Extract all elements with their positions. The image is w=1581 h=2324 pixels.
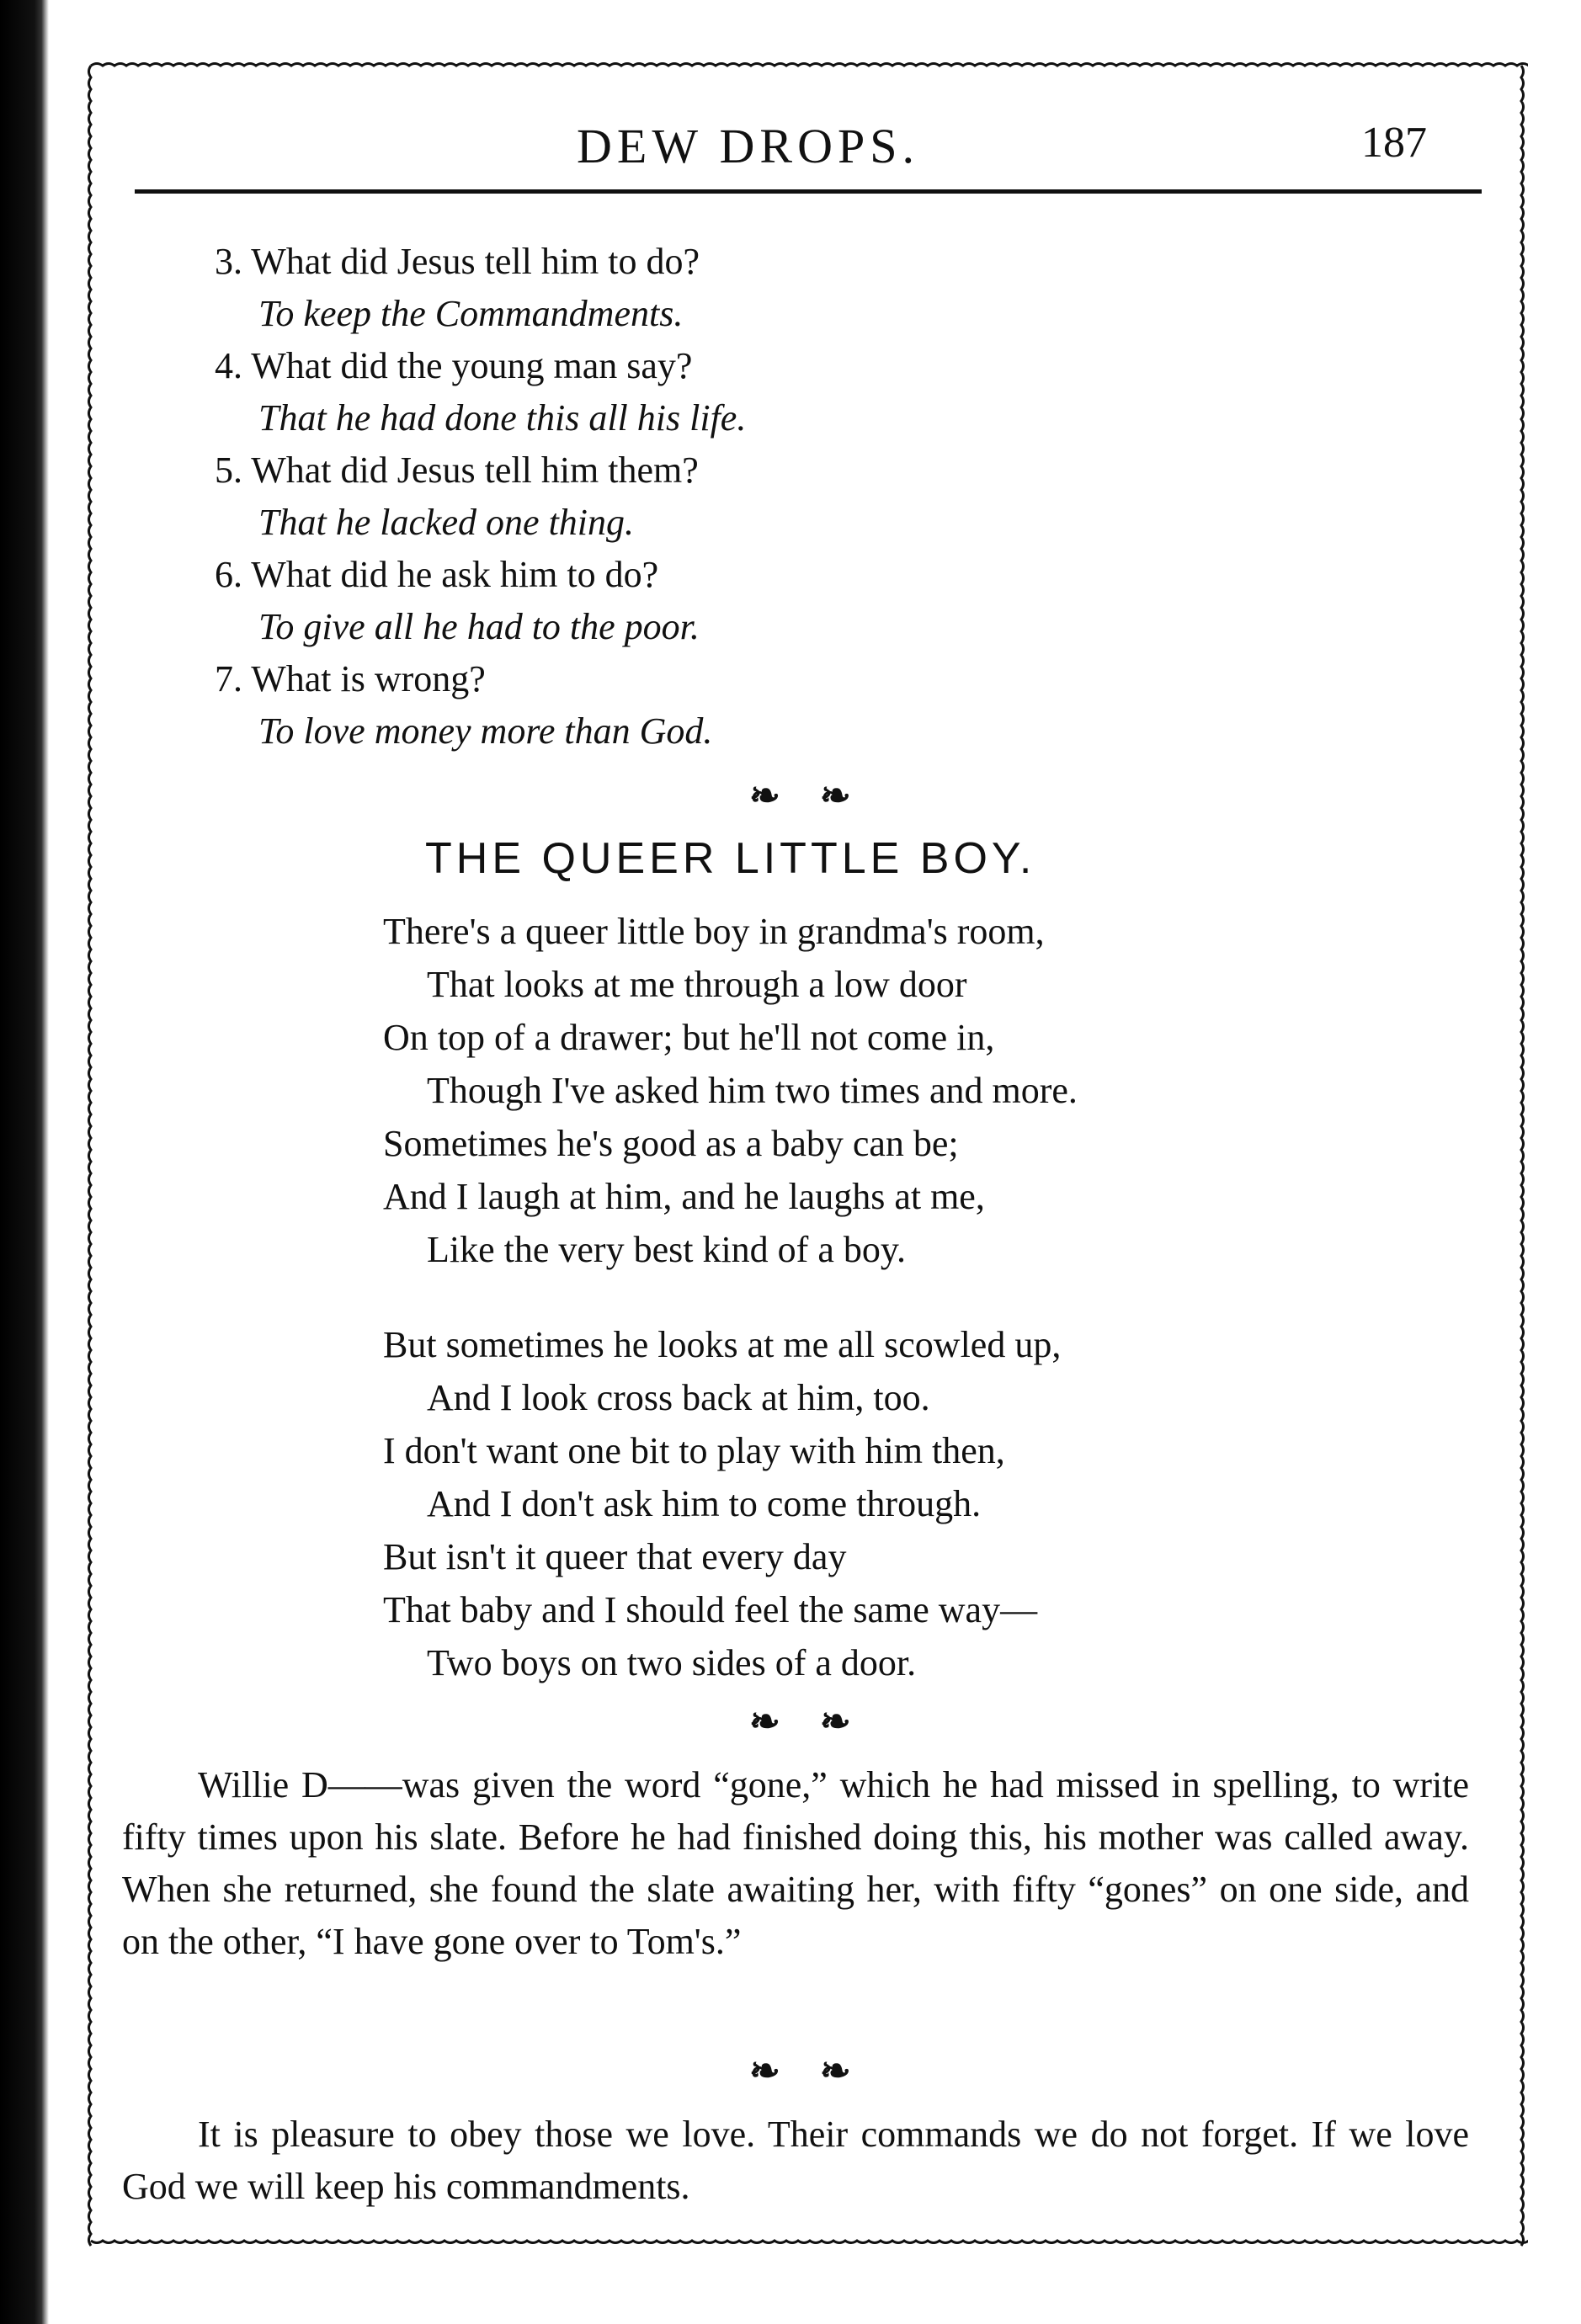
poem-title: THE QUEER LITTLE BOY. [425, 834, 1036, 883]
poem-line: That looks at me through a low door [427, 964, 967, 1005]
poem-line: But sometimes he looks at me all scowled up, [383, 1324, 1062, 1365]
answer: That he lacked one thing. [258, 502, 635, 543]
section-ornament: ❧ ❧ [749, 775, 866, 816]
question: 6. What did he ask him to do? [215, 554, 659, 595]
question: 7. What is wrong? [215, 658, 486, 699]
catechism-item [215, 444, 1309, 549]
poem-line: There's a queer little boy in grandma's room, [383, 911, 1045, 952]
page-binding-edge [0, 0, 49, 2324]
running-head [122, 118, 1486, 185]
book-page [122, 101, 1486, 2222]
section-ornament: ❧ ❧ [749, 2050, 866, 2092]
catechism-list [215, 236, 1309, 758]
poem-line: And I look cross back at him, too. [427, 1377, 930, 1418]
border-wave-line [91, 64, 1528, 66]
poem-line: On top of a drawer; but he'll not come in, [383, 1017, 995, 1058]
section-ornament: ❧ ❧ [749, 1701, 866, 1742]
catechism-item [215, 549, 1309, 653]
poem-stanza [383, 905, 1393, 1276]
catechism-item [215, 340, 1309, 444]
poem-stanza [383, 1318, 1393, 1689]
poem [383, 905, 1393, 1731]
header-rule [135, 189, 1482, 194]
closing-text: It is pleasure to obey those we love. Their commands we do not forget. If we love God we will keep his commandments. [122, 2114, 1469, 2207]
anecdote-paragraph [122, 1759, 1469, 1968]
border-wave-line [1521, 66, 1524, 2246]
catechism-item [215, 653, 1309, 758]
anecdote-text: Willie D——was given the word “gone,” which he had missed in spelling, to write fifty times upon his slate. Before he had finished doing this, his mother was called away. When she returned, she found the slate awaiting her, with fifty “gones” on one side, and on the other, “I have gone over to Tom's.” [122, 1764, 1469, 1962]
answer: To love money more than God. [258, 710, 713, 752]
catechism-item [215, 236, 1309, 340]
poem-line: Though I've asked him two times and more. [427, 1070, 1078, 1111]
poem-line: Sometimes he's good as a baby can be; [383, 1123, 959, 1164]
poem-line: Like the very best kind of a boy. [427, 1229, 906, 1270]
border-wave-line [91, 2241, 1528, 2243]
poem-line: But isn't it queer that every day [383, 1536, 847, 1577]
page-number: 187 [1361, 119, 1427, 167]
poem-line: That baby and I should feel the same way— [383, 1589, 1038, 1630]
poem-line: And I laugh at him, and he laughs at me, [383, 1176, 985, 1217]
question: 3. What did Jesus tell him to do? [215, 241, 700, 282]
border-wave-line [89, 66, 92, 2246]
answer: To give all he had to the poor. [258, 606, 700, 647]
poem-line: I don't want one bit to play with him then, [383, 1430, 1005, 1471]
question: 4. What did the young man say? [215, 345, 693, 386]
running-title: DEW DROPS. [577, 119, 919, 173]
poem-line: And I don't ask him to come through. [427, 1483, 982, 1524]
answer: To keep the Commandments. [258, 293, 684, 334]
closing-paragraph [122, 2109, 1469, 2213]
answer: That he had done this all his life. [258, 397, 747, 439]
poem-line: Two boys on two sides of a door. [427, 1642, 917, 1683]
question: 5. What did Jesus tell him them? [215, 449, 699, 491]
